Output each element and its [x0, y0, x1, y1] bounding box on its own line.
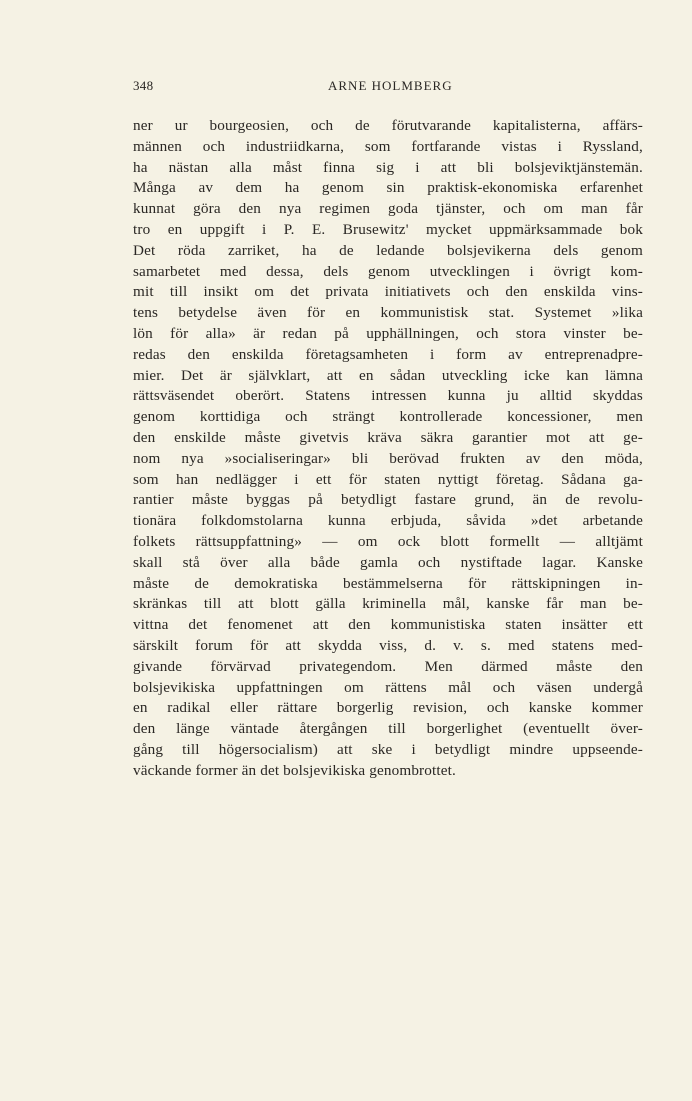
text-line: vittna det fenomenet att den kommunistiska staten insätter ett — [133, 616, 643, 634]
text-line: gång till högersocialism) att ske i betydligt mindre uppseende- — [133, 740, 643, 758]
text-line: männen och industriidkarna, som fortfarande vistas i Ryssland, — [133, 137, 643, 155]
text-line: kunnat göra den nya regimen goda tjänster, och om man får — [133, 200, 643, 218]
text-line: bolsjevikiska uppfattningen om rättens mål och väsen undergå — [133, 678, 643, 696]
text-line: den länge väntade återgången till borgerlighet (eventuellt över- — [133, 720, 643, 738]
text-line: lön för alla» är redan på upphällningen, och stora vinster be- — [133, 324, 643, 342]
text-line: genom korttidiga och strängt kontrollerade koncessioner, men — [133, 408, 643, 426]
text-line: en radikal eller rättare borgerlig revision, och kanske kommer — [133, 699, 643, 717]
text-line: Många av dem ha genom sin praktisk-ekonomiska erfarenhet — [133, 179, 643, 197]
text-line: nom nya »socialiseringar» bli berövad frukten av den möda, — [133, 449, 643, 467]
text-line: givande förvärvad privategendom. Men därmed måste den — [133, 657, 643, 675]
page-number: 348 — [133, 78, 154, 93]
page-header — [133, 78, 643, 98]
text-line: rättsväsendet oberört. Statens intressen kunna ju alltid skyddas — [133, 387, 643, 405]
text-line: ner ur bourgeosien, och de förutvarande kapitalisterna, affärs- — [133, 117, 643, 134]
text-line: måste de demokratiska bestämmelserna för rättskipningen in- — [133, 574, 643, 592]
text-line: som han nedlägger i ett för staten nyttigt företag. Sådana ga- — [133, 470, 643, 488]
text-line: mier. Det är självklart, att en sådan utveckling icke kan lämna — [133, 366, 643, 384]
running-head: ARNE HOLMBERG — [328, 78, 453, 93]
text-line: väckande former än det bolsjevikiska genombrottet. — [133, 761, 456, 779]
text-line: tens betydelse även för en kommunistisk stat. Systemet »lika — [133, 304, 643, 322]
text-line: Det röda zarriket, ha de ledande bolsjevikerna dels genom — [133, 241, 643, 259]
text-line: skränkas till att blott gälla kriminella mål, kanske får man be- — [133, 595, 643, 613]
body-text — [133, 116, 643, 782]
text-line: ha nästan alla måst finna sig i att bli bolsjeviktjänstemän. — [133, 158, 643, 176]
text-line: folkets rättsuppfattning» — om ock blott formellt — alltjämt — [133, 532, 643, 550]
text-line: tro en uppgift i P. E. Brusewitz' mycket uppmärksammade bok — [133, 220, 643, 238]
text-line: redas den enskilda företagsamheten i form av entreprenadpre- — [133, 345, 643, 363]
text-line: tionära folkdomstolarna kunna erbjuda, såvida »det arbetande — [133, 512, 643, 530]
text-line: mit till insikt om det privata initiativets och den enskilda vins- — [133, 283, 643, 301]
text-line: rantier måste byggas på betydligt fastare grund, än de revolu- — [133, 491, 643, 509]
text-line: samarbetet med dessa, dels genom utvecklingen i övrigt kom- — [133, 262, 643, 280]
text-line: skall stå över alla både gamla och nystiftade lagar. Kanske — [133, 553, 643, 571]
text-line: den enskilde måste givetvis kräva säkra garantier mot att ge- — [133, 428, 643, 446]
text-line: särskilt forum för att skydda viss, d. v. s. med statens med- — [133, 636, 643, 654]
